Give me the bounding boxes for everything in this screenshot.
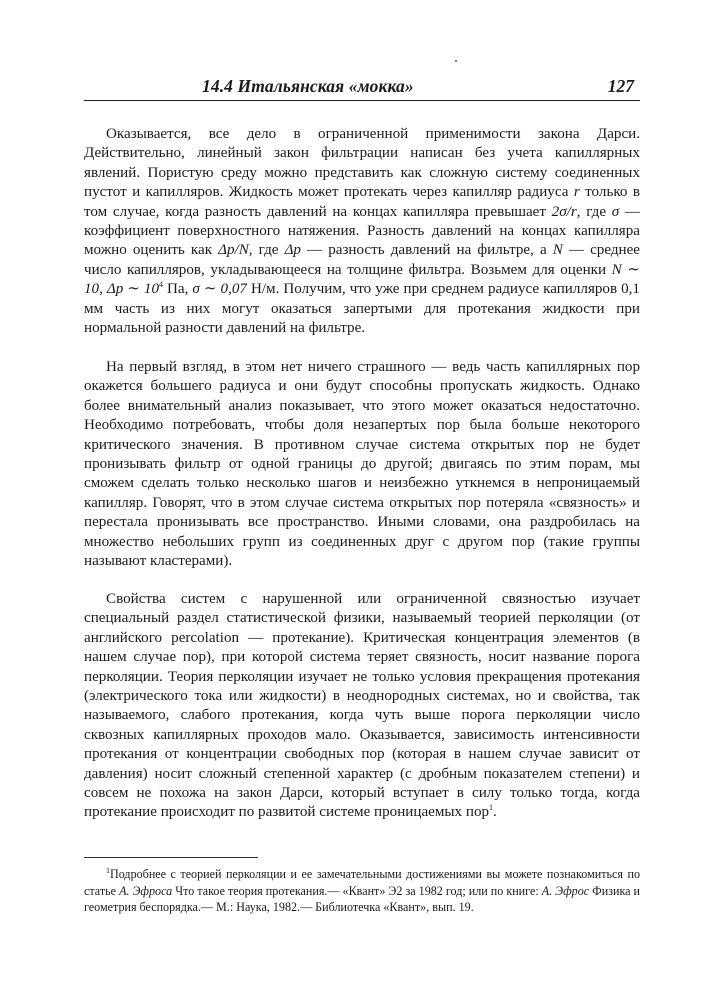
page-header: [84, 74, 640, 101]
scan-speck: [455, 60, 457, 62]
text-run: Па,: [163, 281, 193, 298]
page-number: 127: [607, 76, 634, 96]
math-dp-over-n: Δp/N: [218, 242, 249, 259]
text-run: ,: [99, 281, 107, 298]
math-sigma-estimate: σ ∼ 0,07: [192, 281, 247, 298]
text-run: Н/м. Получим, что уже при среднем радиусе капилляров 0,1 мм часть из них могут оказаться запертыми для протекания жидкости при нормальной разности давлений на фильтре.: [84, 281, 640, 337]
text-run: Подробнее с теорией перколяции и ее замечательными достижениями вы можете познакомиться по статье: [84, 867, 640, 898]
text-run: Что такое теория протекания.— «Квант» Э2 за 1982 год; или по книге:: [172, 883, 542, 898]
paragraph-darcy-limits: [84, 125, 640, 338]
text-run: Физика и геометрия беспорядка.— М.: Наука, 1982.— Библиотечка «Квант», вып. 19.: [84, 883, 641, 915]
text-run: — коэффициент поверхностного натяжения. Разность давлений на концах капилляра можно оценить как: [84, 203, 640, 259]
paragraph-percolation: Свойства систем с нарушенной или ограниченной связностью изучает специальный раздел статистической физики, называемый теорией перколяции (от английского percolation — протекание). Критическая концентрация элементов (в нашем случае пор), при которой система теряет связность, носит название порога перколяции. Теория перколяции изучает не только условия прекращения протекания (электрического тока или жидкости) в неоднородных системах, но и свойства, так называемого, слабого протекания, когда чуть выше порога перколяции число сквозных капиллярных проходов мало. Оказывается, зависимость интенсивности протекания от концентрации свободных пор (которая в нашем случае зависит от давления) носит сложный степенной характер (с дробным показателем степени) и совсем не похожа на закон Дарси, который вступает в силу только тогда, когда протекание происходит по развитой системе проницаемых пор$^1$.: [84, 591, 640, 821]
footnote: [84, 866, 640, 916]
paragraph-connectivity: На первый взгляд, в этом нет ничего страшного — ведь часть капиллярных пор окажется большего радиуса и они будут способны пропускать жидкость. Однако более внимательный анализ показывает, что этого может оказаться недостаточно. Необходимо потребовать, чтобы доля незапертых пор была больше некоторого критического значения. В противном случае система открытых пор не будет пронизывать фильтр от одной границы до другой; двигаясь по этим порам, мы сможем сделать только несколько шагов и неизбежно уткнемся в непроницаемый капилляр. Говорят, что в этом случае система открытых пор потеряла «связность» и перестала пронизывать все пространство. Иными словами, она раздробилась на множество небольших групп из соединенных друг с другом пор (такие группы называют кластерами).: [84, 359, 640, 570]
math-dp: Δp: [284, 242, 301, 259]
text-run: Оказывается, все дело в ограниченной применимости закона Дарси. Действительно, линейный закон фильтрации написан без учета капиллярных явлений. Пористую среду можно представить как сложную систему соединенных пустот и капилляров. Жидкость может протекать через капилляр радиуса: [84, 126, 640, 201]
footnote-divider: [84, 857, 258, 858]
math-n-estimate: N ∼ 10: [84, 261, 640, 298]
text-run: — разность давлений на фильтре, а: [300, 242, 553, 259]
math-r: r: [573, 184, 580, 201]
math-n: N: [552, 242, 563, 259]
math-exponent: 4: [159, 280, 164, 290]
text-run: только в том случае, когда разность давлений на концах капилляра превышает: [84, 184, 640, 220]
text-run: — среднее число капилляров, укладывающееся на толщине фильтра. Возьмем для оценки: [84, 242, 641, 278]
math-2sigma-over-r: 2σ/r: [551, 203, 577, 220]
footnote-mark: 1: [106, 865, 110, 875]
math-dp-estimate: Δp ∼ 10: [106, 281, 160, 298]
text-run: , где: [576, 203, 612, 220]
math-sigma: σ: [611, 203, 620, 220]
text-run: Свойства систем с нарушенной или ограниченной связностью изучает специальный раздел статистической физики, называемый теорией перколяции (от английского percolation — протекание). Критическая концентрация элементов (в нашем случае пор), при которой система теряет связность, носит название порога перколяции. Теория перколяции изучает не только условия прекращения протекания (электрического тока или жидкости) в неоднородных системах, но и свойства, так называемого, слабого протекания, когда чуть выше порога перколяции число сквозных капиллярных проходов мало. Оказывается, зависимость интенсивности протекания от концентрации свободных пор (которая в нашем случае зависит от давления) носит сложный степенной характер (с дробным показателем степени) и совсем не похожа на закон Дарси, который вступает в силу только тогда, когда протекание происходит по развитой системе проницаемых пор: [84, 591, 640, 821]
author-name: А. Эфрос: [541, 883, 590, 898]
text-run: , где: [248, 242, 285, 259]
footnote-ref[interactable]: 1: [489, 803, 494, 813]
author-name: А. Эфроса: [119, 883, 173, 898]
running-title: 14.4 Итальянская «мокка»: [202, 76, 414, 96]
